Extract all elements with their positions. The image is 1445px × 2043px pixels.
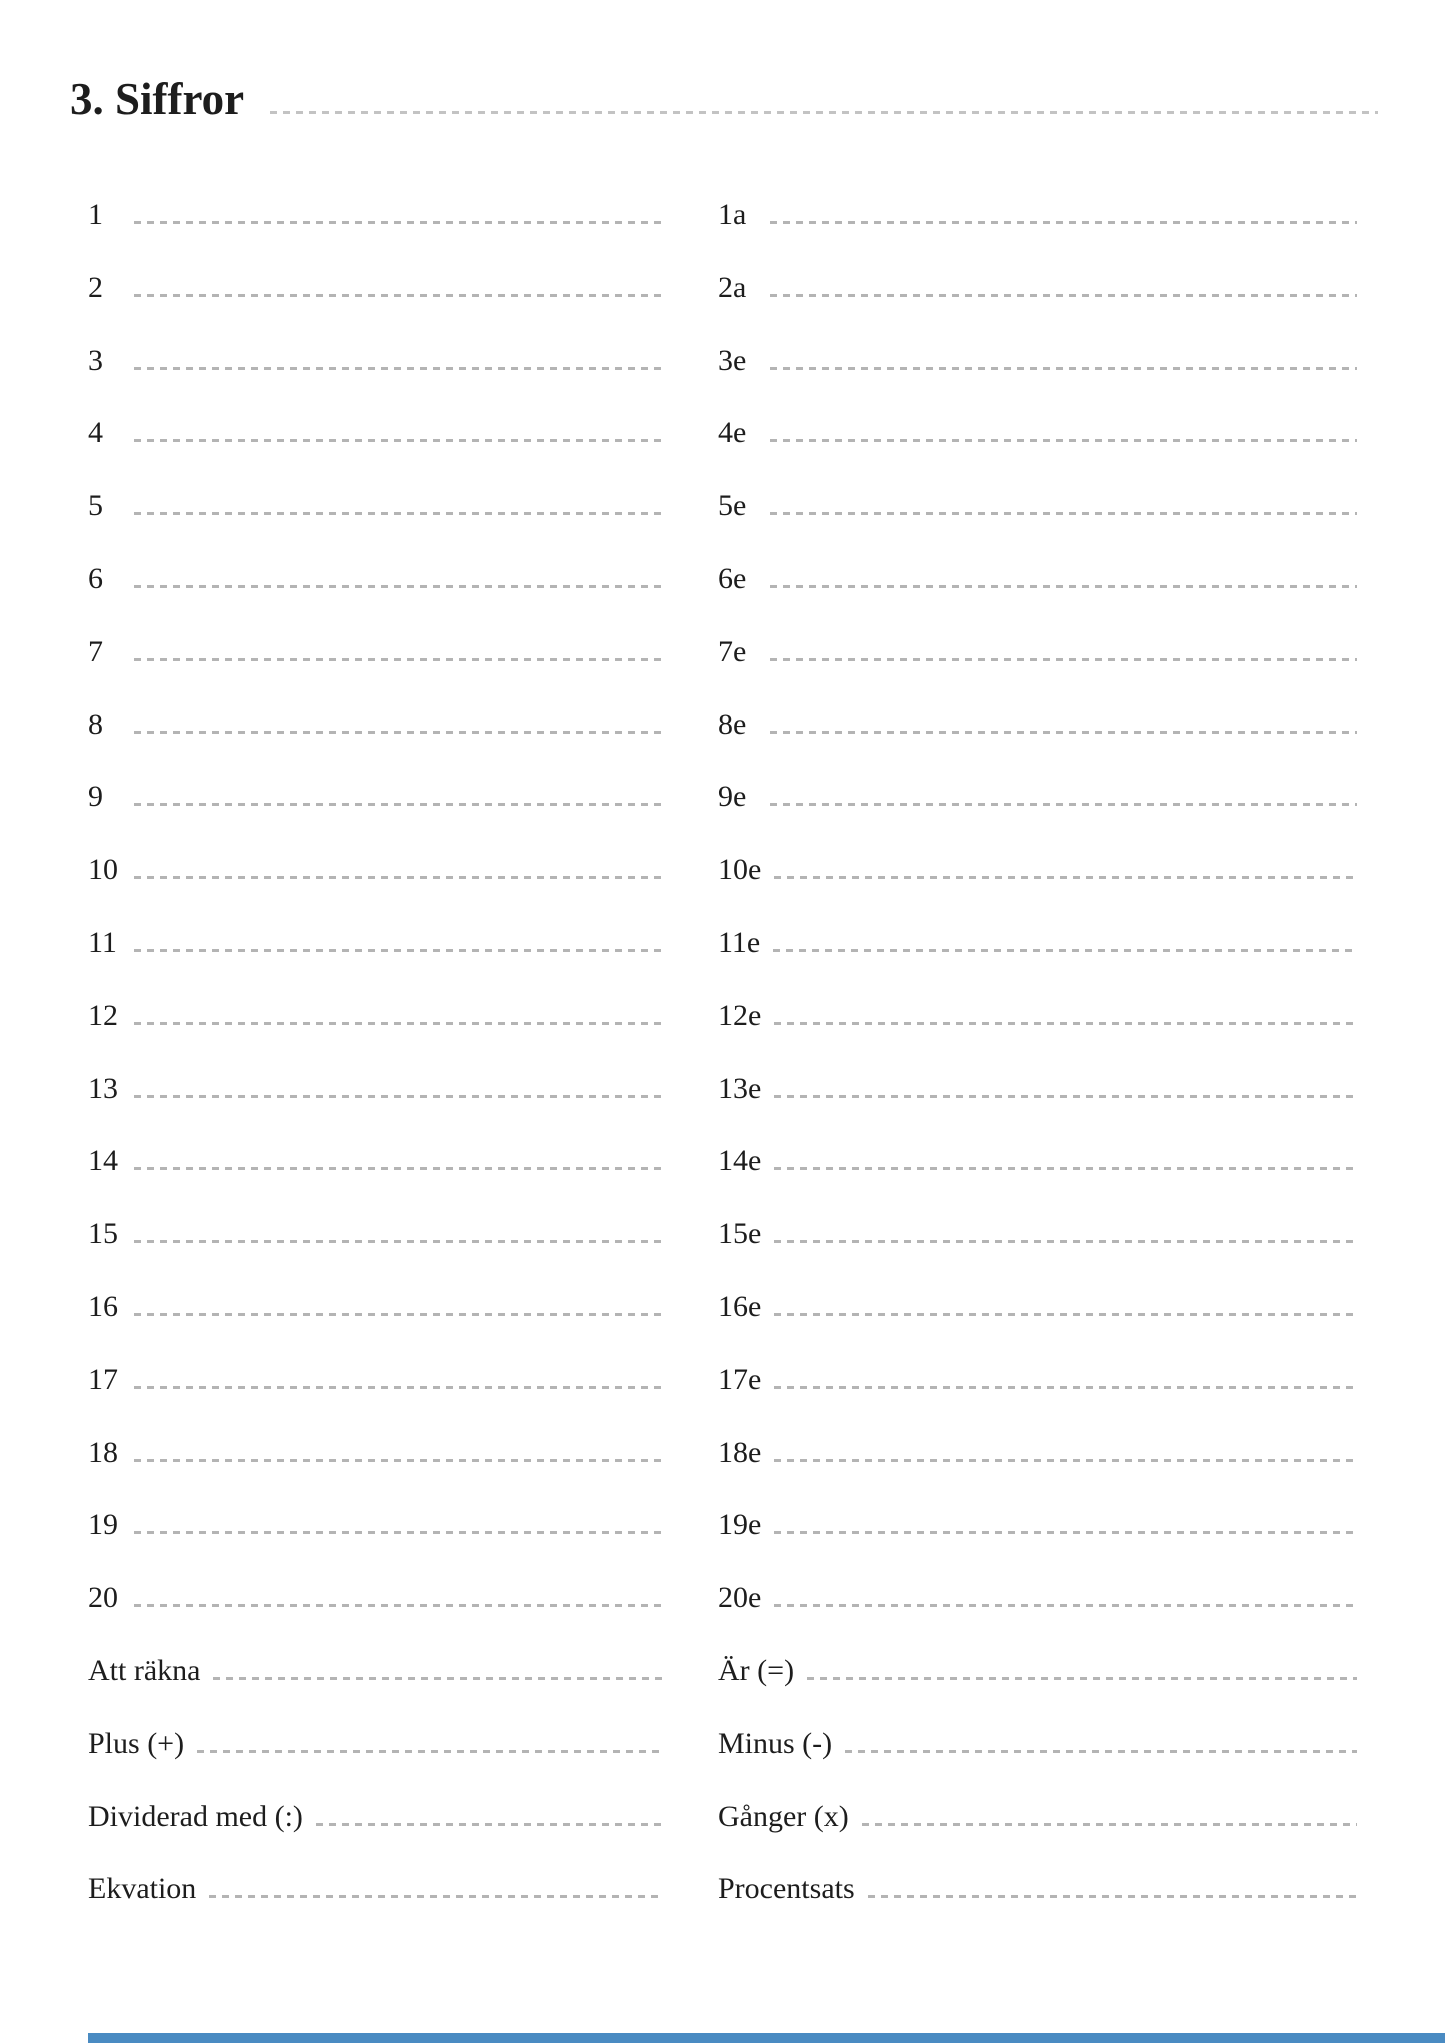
- vocab-term: 11e: [718, 925, 761, 959]
- answer-blank-line: [197, 1750, 663, 1753]
- answer-blank-line: [134, 585, 663, 588]
- vocab-row: [718, 1853, 1357, 1926]
- vocab-row: [88, 1198, 663, 1271]
- vocab-term: 3e: [718, 343, 747, 377]
- vocab-row: [88, 179, 663, 252]
- vocab-row: [718, 1198, 1357, 1271]
- answer-blank-line: [774, 1386, 1357, 1389]
- vocab-row: [88, 1489, 663, 1562]
- answer-blank-line: [770, 803, 1357, 806]
- answer-blank-line: [134, 731, 663, 734]
- answer-blank-line: [134, 1240, 663, 1243]
- vocab-term: 19e: [718, 1508, 762, 1542]
- vocab-term: 13: [88, 1071, 118, 1105]
- answer-blank-line: [134, 512, 663, 515]
- vocab-row: [718, 1053, 1357, 1126]
- vocab-term: 10: [88, 853, 118, 887]
- vocab-row: [718, 325, 1357, 398]
- vocab-row: [718, 470, 1357, 543]
- vocab-term: 9e: [718, 780, 747, 814]
- answer-blank-line: [770, 731, 1357, 734]
- vocab-term: 12e: [718, 998, 762, 1032]
- answer-blank-line: [316, 1823, 663, 1826]
- vocab-row: [718, 1562, 1357, 1635]
- vocab-term: 1: [88, 198, 103, 231]
- vocab-row: [718, 1125, 1357, 1198]
- section-title: 3. Siffror: [70, 74, 245, 124]
- vocab-row: [718, 179, 1357, 252]
- vocab-row: [718, 1417, 1357, 1490]
- vocab-term: 16: [88, 1289, 118, 1323]
- vocab-term: 20: [88, 1581, 118, 1615]
- answer-blank-line: [134, 367, 663, 370]
- answer-blank-line: [134, 658, 663, 661]
- vocab-term: 8e: [718, 707, 747, 741]
- vocab-term: 13e: [718, 1071, 762, 1105]
- answer-blank-line: [774, 1313, 1357, 1316]
- vocab-row: [718, 1781, 1357, 1854]
- vocab-term: 9: [88, 780, 103, 814]
- vocab-term: 11: [88, 925, 117, 959]
- answer-blank-line: [773, 949, 1357, 952]
- vocab-term: 2a: [718, 270, 747, 304]
- answer-blank-line: [134, 1022, 663, 1025]
- answer-blank-line: [868, 1895, 1357, 1898]
- vocab-term: Plus (+): [88, 1726, 185, 1760]
- vocab-row: [88, 1417, 663, 1490]
- vocab-row: [88, 397, 663, 470]
- answer-blank-line: [134, 439, 663, 442]
- answer-blank-line: [770, 585, 1357, 588]
- answer-blank-line: [770, 294, 1357, 297]
- vocab-row: [718, 980, 1357, 1053]
- vocab-term: 6: [88, 561, 103, 595]
- vocab-term: 3: [88, 343, 103, 377]
- vocab-row: [88, 1781, 663, 1854]
- answer-blank-line: [774, 1240, 1357, 1243]
- answer-blank-line: [770, 512, 1357, 515]
- answer-blank-line: [209, 1895, 663, 1898]
- vocab-row: [718, 543, 1357, 616]
- answer-blank-line: [807, 1677, 1357, 1680]
- vocab-row: [88, 1635, 663, 1708]
- vocab-row: [718, 1271, 1357, 1344]
- vocab-row: [718, 1635, 1357, 1708]
- vocab-row: [88, 616, 663, 689]
- answer-blank-line: [213, 1677, 663, 1680]
- vocab-term: 5e: [718, 489, 747, 523]
- vocab-row: [718, 1489, 1357, 1562]
- vocab-row: [718, 1708, 1357, 1781]
- vocab-term: Är (=): [718, 1653, 795, 1687]
- vocab-term: 20e: [718, 1581, 762, 1615]
- answer-blank-line: [774, 1022, 1357, 1025]
- vocab-term: 1a: [718, 198, 747, 231]
- vocab-term: 14e: [718, 1144, 762, 1178]
- vocab-term: Procentsats: [718, 1872, 855, 1906]
- vocab-row: [88, 689, 663, 762]
- answer-blank-line: [134, 1459, 663, 1462]
- answer-blank-line: [774, 1531, 1357, 1534]
- answer-blank-line: [774, 1459, 1357, 1462]
- answer-blank-line: [134, 876, 663, 879]
- vocab-term: 18e: [718, 1435, 762, 1469]
- vocab-term: 17e: [718, 1362, 762, 1396]
- vocab-term: Ekvation: [88, 1872, 197, 1906]
- answer-blank-line: [134, 1095, 663, 1098]
- title-dotted-line: [270, 111, 1378, 114]
- answer-blank-line: [770, 658, 1357, 661]
- answer-blank-line: [134, 221, 663, 224]
- vocab-row: [88, 1053, 663, 1126]
- vocab-term: 5: [88, 489, 103, 523]
- vocab-term: 7e: [718, 634, 747, 668]
- vocab-row: [718, 834, 1357, 907]
- vocab-term: 12: [88, 998, 118, 1032]
- vocab-term: 10e: [718, 853, 762, 887]
- vocab-term: Minus (-): [718, 1726, 833, 1760]
- footer-accent-bar: [88, 2033, 1445, 2043]
- answer-blank-line: [774, 876, 1357, 879]
- answer-blank-line: [134, 1313, 663, 1316]
- vocab-term: 6e: [718, 561, 747, 595]
- vocab-term: 7: [88, 634, 103, 668]
- vocab-term: Gånger (x): [718, 1799, 849, 1833]
- vocab-row: [88, 761, 663, 834]
- vocab-term: 16e: [718, 1289, 762, 1323]
- vocab-column-left: [88, 179, 663, 1926]
- answer-blank-line: [774, 1167, 1357, 1170]
- vocab-row: [718, 761, 1357, 834]
- section-header: [70, 74, 1378, 124]
- vocab-term: 17: [88, 1362, 118, 1396]
- answer-blank-line: [862, 1823, 1357, 1826]
- vocab-term: 4e: [718, 416, 747, 450]
- vocab-row: [718, 252, 1357, 325]
- vocab-term: 15: [88, 1217, 118, 1251]
- answer-blank-line: [774, 1095, 1357, 1098]
- answer-blank-line: [770, 367, 1357, 370]
- vocab-term: 2: [88, 270, 103, 304]
- vocab-term: 19: [88, 1508, 118, 1542]
- vocab-row: [718, 907, 1357, 980]
- vocab-row: [88, 325, 663, 398]
- answer-blank-line: [774, 1604, 1357, 1607]
- vocab-term: 14: [88, 1144, 118, 1178]
- vocab-row: [88, 1562, 663, 1635]
- vocab-term: 15e: [718, 1217, 762, 1251]
- vocab-row: [718, 1344, 1357, 1417]
- vocab-grid: [88, 179, 1357, 1926]
- vocab-row: [718, 689, 1357, 762]
- vocab-row: [718, 397, 1357, 470]
- answer-blank-line: [770, 221, 1357, 224]
- answer-blank-line: [134, 949, 663, 952]
- vocab-row: [88, 980, 663, 1053]
- vocab-term: 18: [88, 1435, 118, 1469]
- answer-blank-line: [134, 1386, 663, 1389]
- vocab-row: [88, 1344, 663, 1417]
- vocab-row: [88, 252, 663, 325]
- vocab-row: [88, 1271, 663, 1344]
- answer-blank-line: [134, 1531, 663, 1534]
- vocab-row: [88, 1708, 663, 1781]
- answer-blank-line: [770, 439, 1357, 442]
- vocab-row: [88, 1853, 663, 1926]
- vocab-term: 8: [88, 707, 103, 741]
- vocab-row: [88, 907, 663, 980]
- vocab-row: [718, 616, 1357, 689]
- vocab-term: Att räkna: [88, 1653, 201, 1687]
- answer-blank-line: [134, 294, 663, 297]
- answer-blank-line: [845, 1750, 1357, 1753]
- vocab-term: Dividerad med (:): [88, 1799, 303, 1833]
- vocab-row: [88, 1125, 663, 1198]
- vocab-column-right: [718, 179, 1357, 1926]
- answer-blank-line: [134, 803, 663, 806]
- vocab-row: [88, 470, 663, 543]
- answer-blank-line: [134, 1167, 663, 1170]
- vocab-row: [88, 834, 663, 907]
- vocab-term: 4: [88, 416, 103, 450]
- vocab-row: [88, 543, 663, 616]
- answer-blank-line: [134, 1604, 663, 1607]
